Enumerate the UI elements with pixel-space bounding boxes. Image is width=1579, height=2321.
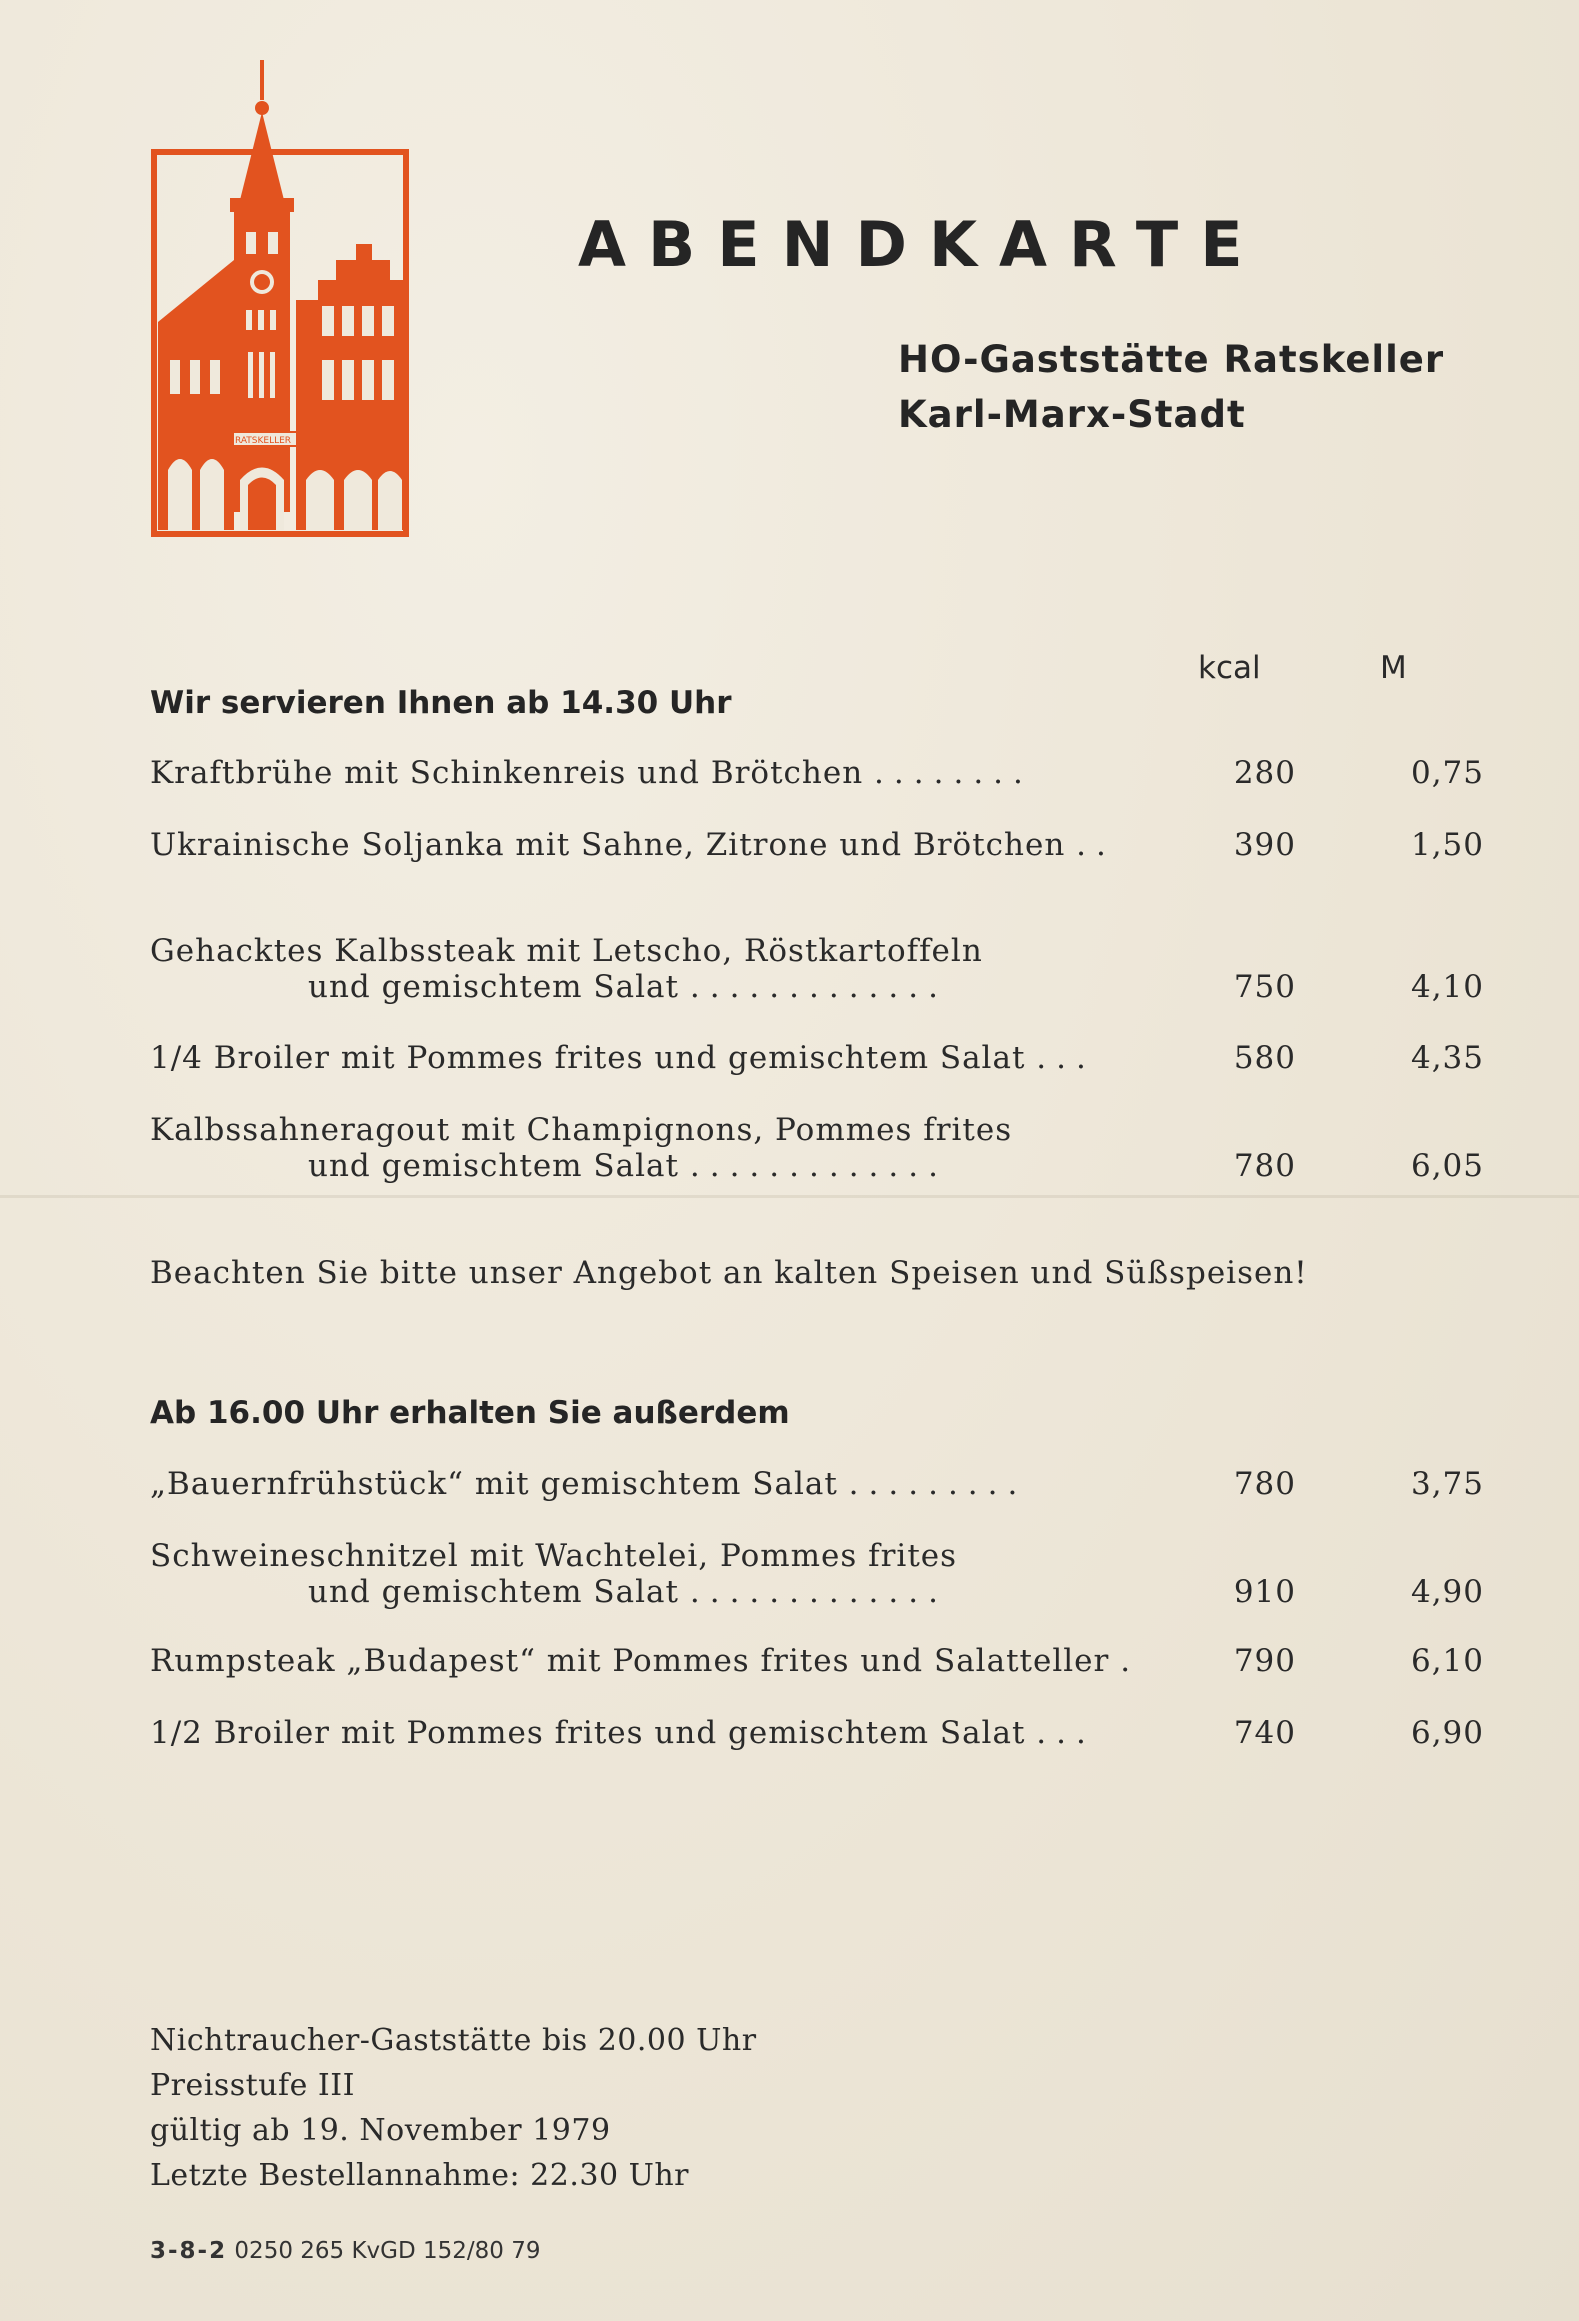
leader-dots: ... [1036,1040,1096,1076]
restaurant-city: Karl-Marx-Stadt [898,393,1246,436]
menu-item [150,1466,1484,1502]
item-name-continued: und gemischtem Salat [308,1148,679,1184]
menu-item [150,755,1484,791]
print-code-rest: 0250 265 KvGD 152/80 79 [234,2238,541,2264]
menu-item [150,1538,1484,1610]
item-price: 6,90 [1410,1715,1484,1751]
item-name: 1/2 Broiler mit Pommes frites und gemischtem Salat [150,1715,1026,1751]
item-price: 0,75 [1410,755,1484,791]
leader-dots: .. [1076,827,1116,863]
item-kcal: 390 [1233,827,1296,863]
item-price: 1,50 [1410,827,1484,863]
item-price: 3,75 [1410,1466,1484,1502]
leader-dots: ............. [689,1148,948,1184]
paper-fold [0,1195,1579,1198]
menu-note: Beachten Sie bitte unser Angebot an kalten Speisen und Süßspeisen! [150,1255,1308,1291]
menu-item [150,1040,1484,1076]
item-name: Gehacktes Kalbssteak mit Letscho, Röstkartoffeln [150,933,983,969]
item-price: 4,90 [1410,1574,1484,1610]
footer-info [150,2018,757,2198]
section-heading-evening: Ab 16.00 Uhr erhalten Sie außerdem [150,1395,790,1431]
item-name: Kalbssahneragout mit Champignons, Pommes frites [150,1112,1013,1148]
item-name: Rumpsteak „Budapest“ mit Pommes frites und Salatteller [150,1643,1110,1679]
leader-dots: ............. [689,969,948,1005]
menu-item [150,827,1484,863]
item-name: Schweineschnitzel mit Wachtelei, Pommes frites [150,1538,958,1574]
item-name: „Bauernfrühstück“ mit gemischtem Salat [150,1466,838,1502]
item-kcal: 740 [1233,1715,1296,1751]
price-column-header: M [1380,650,1407,686]
item-kcal: 790 [1233,1643,1296,1679]
item-kcal: 280 [1233,755,1296,791]
item-price: 6,10 [1410,1643,1484,1679]
item-kcal: 780 [1233,1148,1296,1184]
item-kcal: 580 [1233,1040,1296,1076]
print-code [150,2238,541,2264]
restaurant-name: HO-Gaststätte Ratskeller [898,338,1445,381]
menu-item [150,1715,1484,1751]
price-level: Preisstufe III [150,2068,355,2103]
leader-dots: . [1120,1643,1141,1679]
leader-dots: ........ [874,755,1033,791]
logo-sign-text: RATSKELLER [234,436,292,446]
item-kcal: 780 [1233,1466,1296,1502]
item-kcal: 750 [1233,969,1296,1005]
item-price: 4,10 [1410,969,1484,1005]
last-order-time: Letzte Bestellannahme: 22.30 Uhr [150,2158,690,2193]
leader-dots: ......... [848,1466,1028,1502]
section-heading-afternoon: Wir servieren Ihnen ab 14.30 Uhr [150,685,732,721]
menu-item [150,1643,1484,1679]
kcal-column-header: kcal [1198,650,1261,686]
item-price: 6,05 [1410,1148,1484,1184]
item-price: 4,35 [1410,1040,1484,1076]
item-name: 1/4 Broiler mit Pommes frites und gemischtem Salat [150,1040,1026,1076]
ratskeller-building-logo [150,60,410,538]
item-name: Ukrainische Soljanka mit Sahne, Zitrone und Brötchen [150,827,1066,863]
leader-dots: ... [1036,1715,1096,1751]
item-name-continued: und gemischtem Salat [308,1574,679,1610]
item-kcal: 910 [1233,1574,1296,1610]
nonsmoking-note: Nichtraucher-Gaststätte bis 20.00 Uhr [150,2023,757,2058]
menu-item [150,1112,1484,1184]
menu-title: ABENDKARTE [578,208,1265,281]
item-name: Kraftbrühe mit Schinkenreis und Brötchen [150,755,864,791]
item-name-continued: und gemischtem Salat [308,969,679,1005]
leader-dots: ............. [689,1574,948,1610]
valid-from-date: gültig ab 19. November 1979 [150,2113,611,2148]
menu-item [150,933,1484,1005]
print-code-bold: 3-8-2 [150,2238,228,2264]
